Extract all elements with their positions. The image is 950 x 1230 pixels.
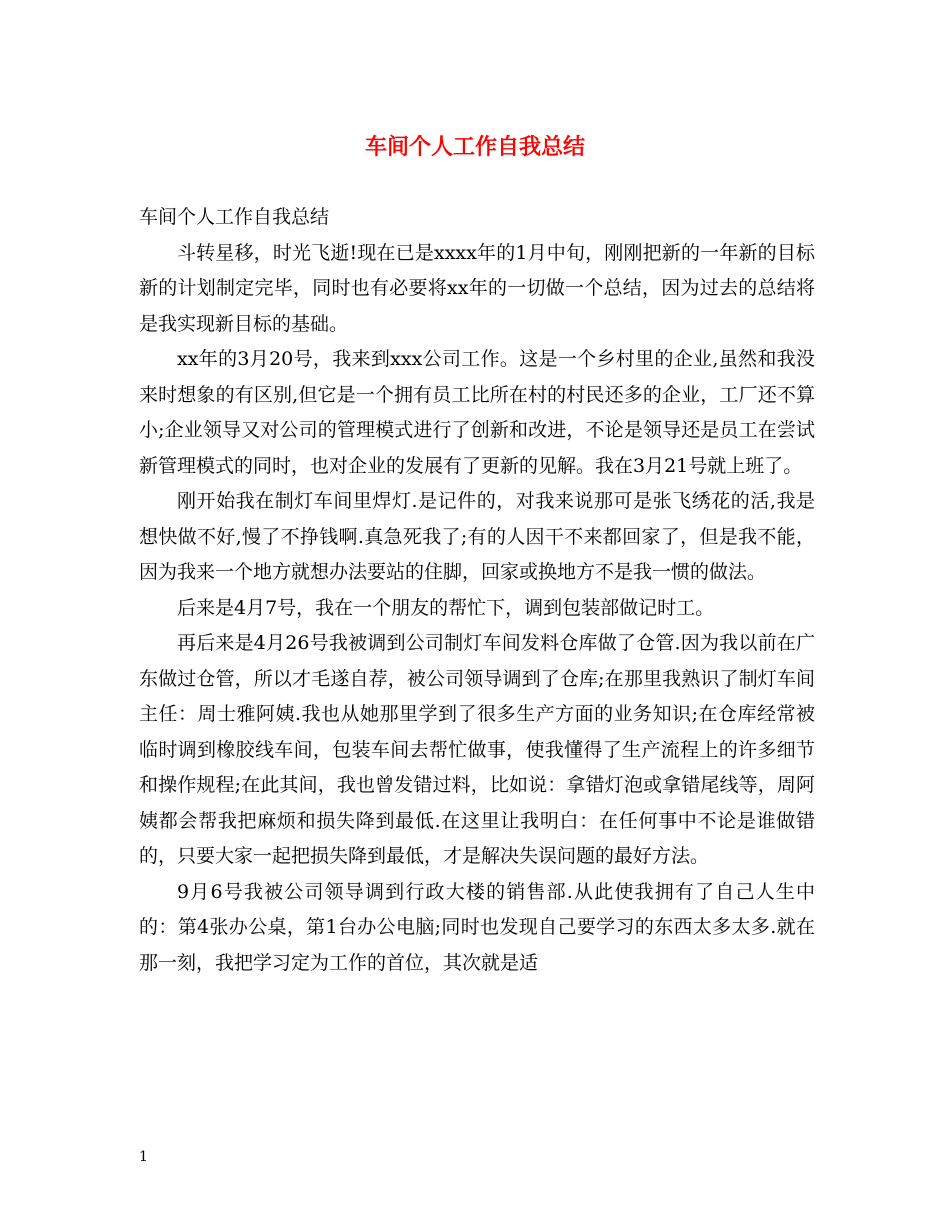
paragraph-5: 再后来是4月26号我被调到公司制灯车间发料仓库做了仓管.因为我以前在广东做过仓管，所以才毛遂自荐，被公司领导调到了仓库;在那里我熟识了制灯车间主任：周士雅阿姨.我也从她那里学到了很多生产方面的业务知识;在仓库经常被临时调到橡胶线车间，包装车间去帮忙做事，使我懂得了生产流程上的许多细节和操作规程;在此其间，我也曾发错过料，比如说：拿错灯泡或拿错尾线等，周阿姨都会帮我把麻烦和损失降到最低.在这里让我明白：在任何事中不论是谁做错的，只要大家一起把损失降到最低，才是解决失误问题的最好方法。	[139, 632, 815, 867]
paragraph-4: 后来是4月7号，我在一个朋友的帮忙下，调到包装部做记时工。	[177, 596, 715, 619]
paragraph-6: 9月6号我被公司领导调到行政大楼的销售部.从此使我拥有了自己人生中的：第4张办公桌，第1台办公电脑;同时也发现自己要学习的东西太多太多.就在那一刻，我把学习定为工作的首位，其次就是适	[139, 880, 815, 974]
page-number: 1	[139, 1149, 148, 1165]
paragraph-2: xx年的3月20号，我来到xxx公司工作。这是一个乡村里的企业,虽然和我没来时想象的有区别,但它是一个拥有员工比所在村的村民还多的企业，工厂还不算小;企业领导又对公司的管理模式进行了创新和改进，不论是领导还是员工在尝试新管理模式的同时，也对企业的发展有了更新的见解。我在3月21号就上班了。	[139, 348, 815, 477]
document-body	[139, 200, 815, 981]
paragraph-3: 刚开始我在制灯车间里焊灯.是记件的，对我来说那可是张飞绣花的活,我是想快做不好,慢了不挣钱啊.真急死我了;有的人因干不来都回家了，但是我不能，因为我来一个地方就想办法要站的住脚，回家或换地方不是我一惯的做法。	[139, 490, 815, 583]
paragraph-1: 斗转星移，时光飞逝!现在已是xxxx年的1月中旬，刚刚把新的一年新的目标新的计划制定完毕，同时也有必要将xx年的一切做一个总结，因为过去的总结将是我实现新目标的基础。	[139, 241, 815, 335]
document-subtitle: 车间个人工作自我总结	[139, 206, 330, 228]
document-title: 车间个人工作自我总结	[364, 135, 585, 160]
